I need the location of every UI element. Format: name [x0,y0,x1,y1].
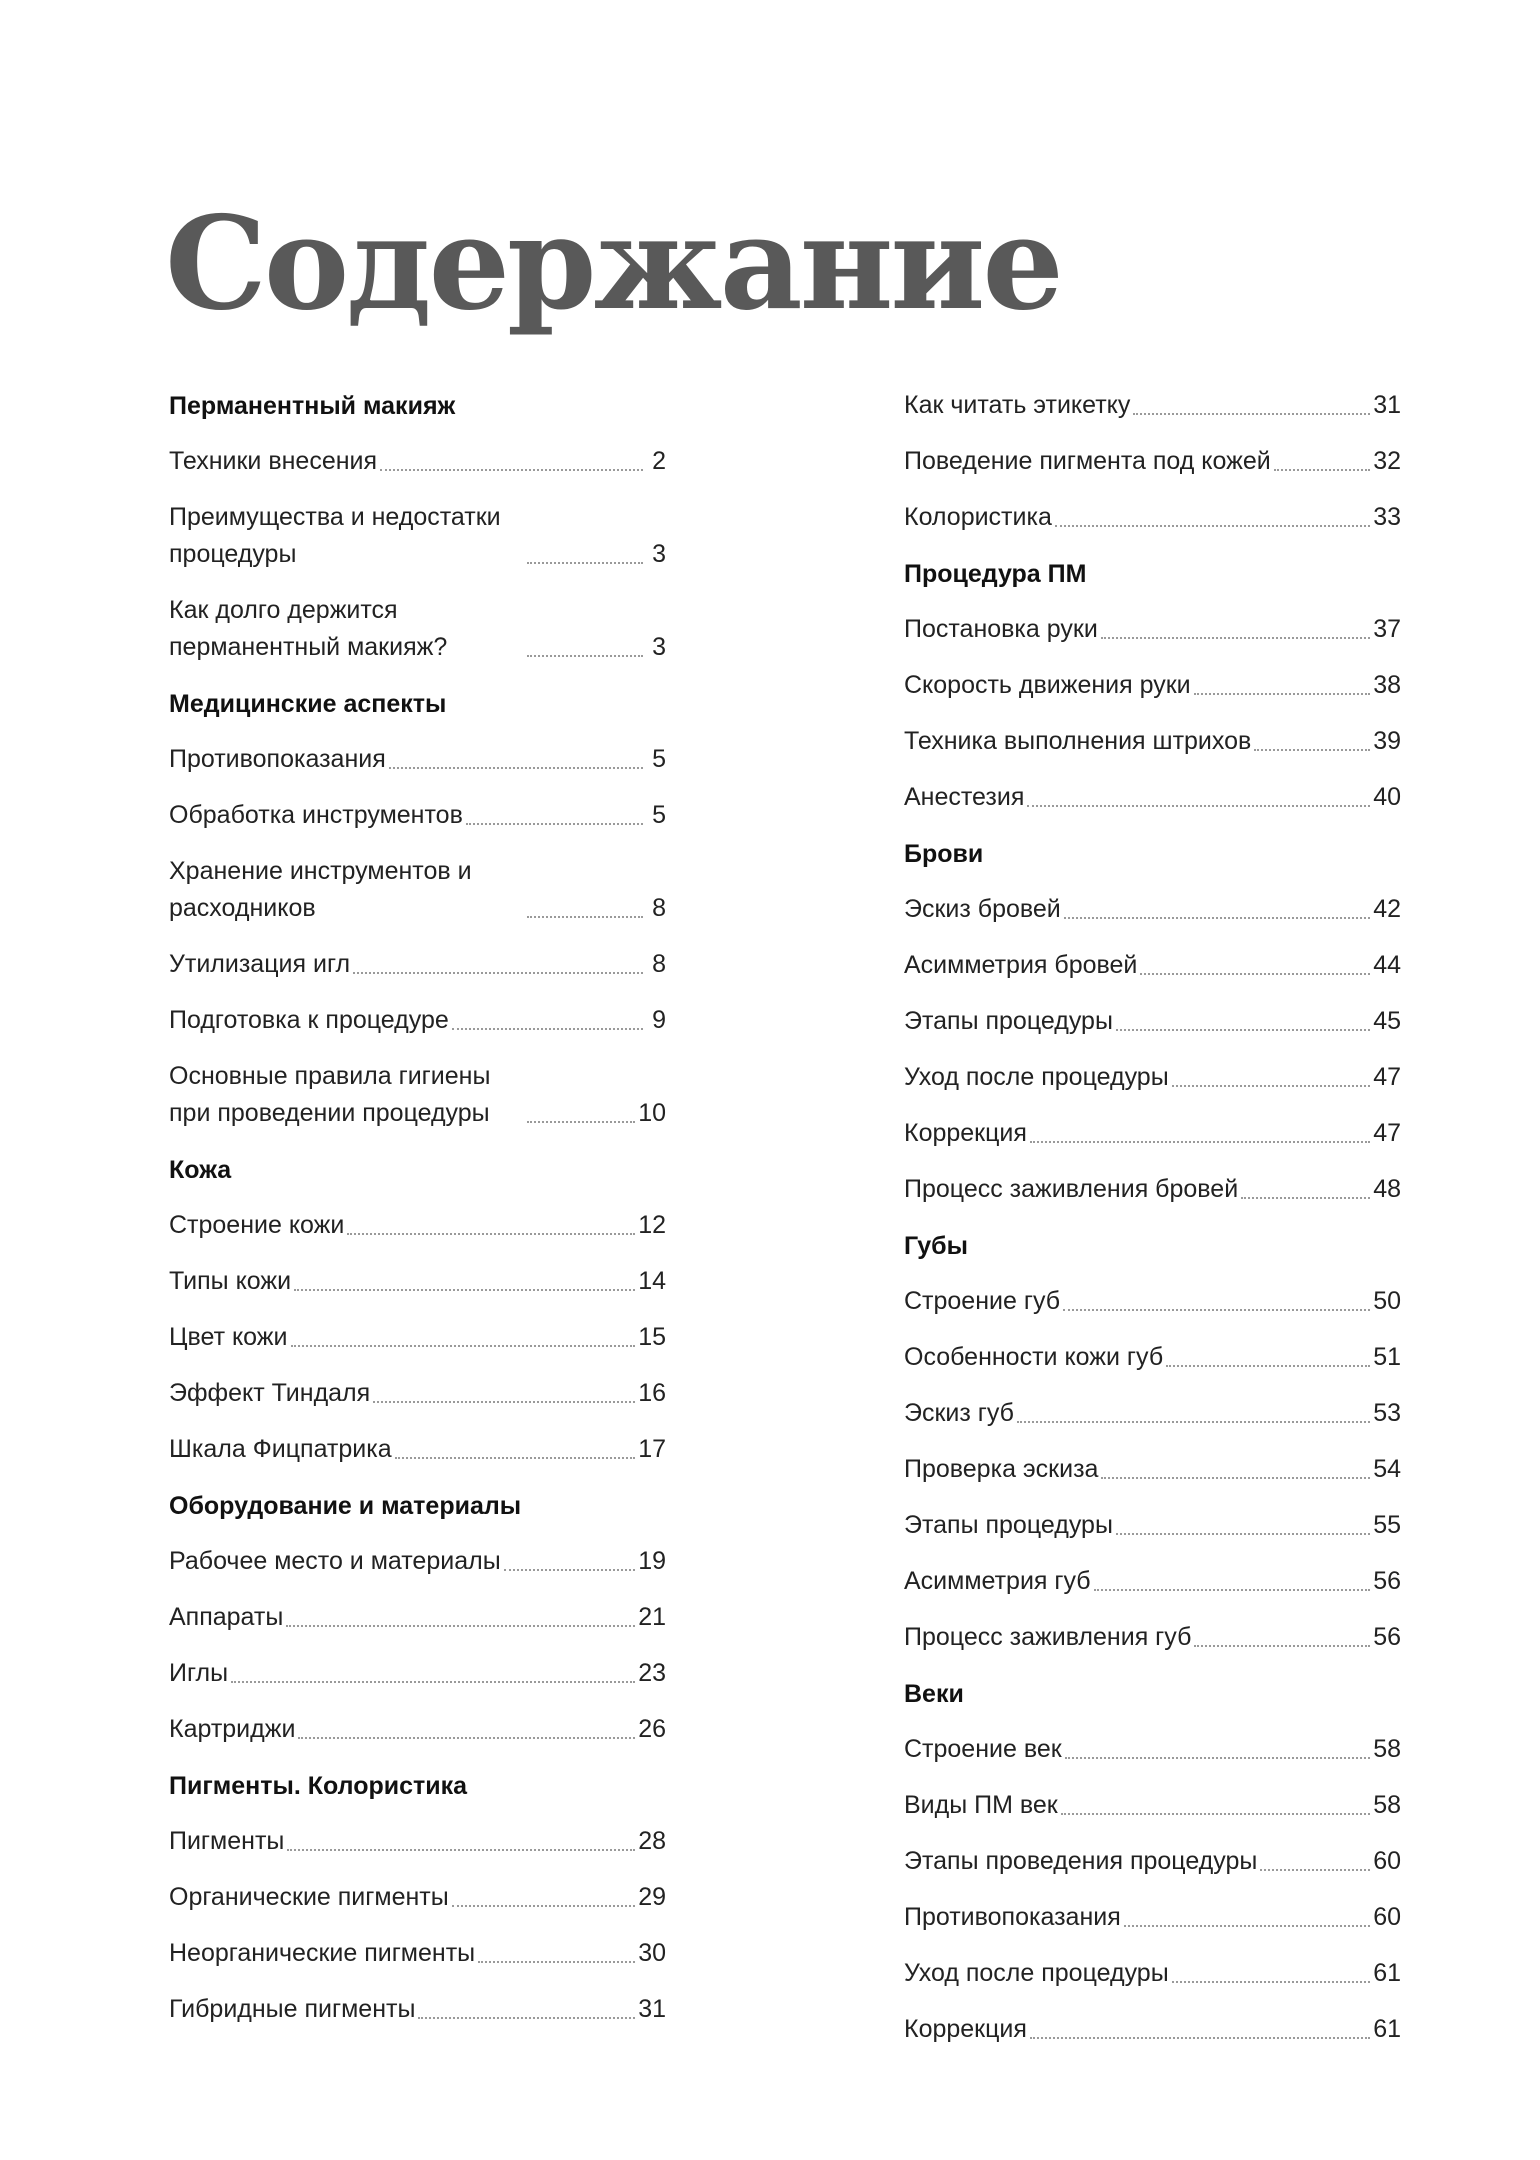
toc-entry-label: Аппараты [169,1603,284,1631]
toc-entry[interactable] [904,1274,1401,1330]
toc-page-number: 48 [1373,1175,1401,1203]
toc-entry[interactable] [904,770,1401,826]
toc-entry-label: Органические пигменты [169,1883,449,1911]
toc-entry-label: Картриджи [169,1715,296,1743]
toc-page-number: 23 [638,1659,666,1687]
toc-page-number: 9 [652,1006,666,1034]
toc-page-number: 12 [638,1211,666,1239]
dot-leader [298,1737,635,1739]
dot-leader [504,1569,636,1571]
toc-entry-label: Строение кожи [169,1211,345,1239]
toc-page-number: 15 [638,1323,666,1351]
toc-section-heading: Брови [904,840,984,868]
toc-page-number: 30 [638,1939,666,1967]
toc-page-number: 60 [1373,1903,1401,1931]
dot-leader [294,1289,635,1291]
toc-page-number: 21 [638,1603,666,1631]
toc-entry[interactable] [169,844,666,937]
dot-leader [452,1905,635,1907]
toc-entry-label: Гибридные пигменты [169,1995,416,2023]
toc-page-number: 37 [1373,615,1401,643]
toc-section-heading: Губы [904,1232,968,1260]
toc-page-number: 51 [1373,1343,1401,1371]
toc-entry[interactable] [169,1702,666,1758]
toc-section-heading: Оборудование и материалы [169,1492,522,1520]
dot-leader [1030,2037,1370,2039]
toc-page-number: 39 [1373,727,1401,755]
toc-entry[interactable] [904,1330,1401,1386]
dot-leader [1140,973,1370,975]
dot-leader [380,469,643,471]
toc-entry[interactable] [904,658,1401,714]
toc-entry[interactable] [169,583,666,676]
dot-leader [1260,1869,1370,1871]
toc-entry[interactable] [904,490,1401,546]
toc-page-number: 42 [1373,895,1401,923]
dot-leader [1065,1757,1371,1759]
toc-entry[interactable] [904,602,1401,658]
toc-page-number: 10 [638,1099,666,1127]
toc-entry[interactable] [169,1422,666,1478]
toc-entry[interactable] [904,434,1401,490]
toc-page-number: 44 [1373,951,1401,979]
dot-leader [1116,1533,1370,1535]
dot-leader [1101,1477,1370,1479]
toc-entry[interactable] [169,1310,666,1366]
toc-entry-label: Уход после процедуры [904,1959,1169,1987]
toc-section-heading: Пигменты. Колористика [169,1772,468,1800]
toc-entry[interactable] [904,378,1401,434]
toc-page-number: 31 [1373,391,1401,419]
toc-page-number: 40 [1373,783,1401,811]
dot-leader [1172,1085,1371,1087]
toc-entry[interactable] [904,1946,1401,2002]
toc-entry[interactable] [169,937,666,993]
toc-entry[interactable] [169,1590,666,1646]
dot-leader [478,1961,635,1963]
toc-page-number: 31 [638,1995,666,2023]
dot-leader [291,1345,636,1347]
dot-leader [389,767,643,769]
dot-leader [1030,1141,1370,1143]
toc-entry-label: Асимметрия губ [904,1567,1091,1595]
toc-entry-label: Уход после процедуры [904,1063,1169,1091]
toc-entry[interactable] [904,994,1401,1050]
dot-leader [1055,525,1370,527]
toc-entry-label: Техники внесения [169,447,378,475]
toc-entry-label: Неорганические пигменты [169,1939,476,1967]
toc-section-heading: Веки [904,1680,964,1708]
toc-entry-label: Противопоказания [904,1903,1121,1931]
toc-entry-label: Колористика [904,503,1052,531]
dot-leader [1166,1365,1370,1367]
toc-page-number: 2 [652,447,666,475]
toc-page-number: 54 [1373,1455,1401,1483]
toc-entry-label: Хранение инструментов и расходников [169,857,472,922]
toc-entry-label: Скорость движения руки [904,671,1191,699]
dot-leader [527,655,643,657]
toc-entry[interactable] [169,993,666,1049]
toc-entry[interactable] [904,1162,1401,1218]
toc-page-number: 26 [638,1715,666,1743]
toc-entry[interactable] [904,1554,1401,1610]
toc-entry-label: Проверка эскиза [904,1455,1099,1483]
dot-leader [395,1457,636,1459]
toc-page-number: 8 [652,894,666,922]
dot-leader [1064,917,1370,919]
dot-leader [353,972,643,974]
toc-entry[interactable] [904,1722,1401,1778]
toc-entry[interactable] [169,1926,666,1982]
toc-entry-label: Пигменты [169,1827,285,1855]
toc-entry-label: Шкала Фицпатрика [169,1435,392,1463]
dot-leader [527,916,643,918]
toc-entry[interactable] [904,1106,1401,1162]
toc-entry[interactable] [169,434,666,490]
toc-entry[interactable] [169,1982,666,2038]
toc-entry[interactable] [904,1050,1401,1106]
dot-leader [1274,469,1370,471]
toc-page-number: 53 [1373,1399,1401,1427]
toc-entry-label: Преимущества и недостатки процедуры [169,503,501,568]
toc-page-number: 56 [1373,1623,1401,1651]
toc-entry-label: Эскиз бровей [904,895,1061,923]
toc-page-number: 5 [652,801,666,829]
toc-entry-label: Техника выполнения штрихов [904,727,1252,755]
dot-leader [1017,1421,1370,1423]
toc-entry[interactable] [169,490,666,583]
dot-leader [452,1028,643,1030]
toc-section-heading: Процедура ПМ [904,560,1087,588]
toc-page-number: 16 [638,1379,666,1407]
toc-entry[interactable] [169,1870,666,1926]
toc-page-number: 5 [652,745,666,773]
dot-leader [1101,637,1370,639]
dot-leader [1027,805,1370,807]
dot-leader [1194,1645,1370,1647]
toc-entry-label: Коррекция [904,1119,1027,1147]
dot-leader [287,1849,635,1851]
toc-entry[interactable] [169,1254,666,1310]
toc-section-heading: Медицинские аспекты [169,690,447,718]
toc-entry[interactable] [904,1442,1401,1498]
toc-section-heading: Перманентный макияж [169,392,456,420]
toc-page-number: 38 [1373,671,1401,699]
toc-page-number: 61 [1373,1959,1401,1987]
toc-entry-label: Процесс заживления бровей [904,1175,1239,1203]
dot-leader [1124,1925,1370,1927]
toc-entry-label: Иглы [169,1659,229,1687]
toc-entry[interactable] [904,938,1401,994]
toc-page-number: 58 [1373,1791,1401,1819]
toc-page-number: 55 [1373,1511,1401,1539]
toc-entry-label: Процесс заживления губ [904,1623,1192,1651]
toc-entry-label: Постановка руки [904,615,1098,643]
dot-leader [1063,1309,1370,1311]
dot-leader [1241,1197,1370,1199]
toc-entry-label: Этапы проведения процедуры [904,1847,1258,1875]
toc-entry-label: Строение губ [904,1287,1061,1315]
dot-leader [527,562,643,564]
toc-entry[interactable] [904,882,1401,938]
toc-entry[interactable] [169,1049,666,1142]
toc-entry-label: Как читать этикетку [904,391,1131,419]
toc-column-right [904,378,1401,2058]
dot-leader [527,1121,635,1123]
toc-entry-label: Рабочее место и материалы [169,1547,501,1575]
toc-page-number: 58 [1373,1735,1401,1763]
toc-page-number: 33 [1373,503,1401,531]
dot-leader [1061,1813,1370,1815]
toc-page-number: 32 [1373,447,1401,475]
toc-page-number: 50 [1373,1287,1401,1315]
dot-leader [1133,413,1370,415]
dot-leader [373,1401,635,1403]
toc-entry-label: Основные правила гигиены при проведении процедуры [169,1062,491,1127]
toc-page-number: 60 [1373,1847,1401,1875]
toc-page-number: 28 [638,1827,666,1855]
toc-entry-label: Эскиз губ [904,1399,1014,1427]
toc-entry-label: Анестезия [904,783,1025,811]
toc-entry-label: Коррекция [904,2015,1027,2043]
toc-entry-label: Асимметрия бровей [904,951,1138,979]
toc-page-number: 29 [638,1883,666,1911]
toc-page-number: 47 [1373,1119,1401,1147]
toc-entry-label: Поведение пигмента под кожей [904,447,1271,475]
toc-entry-label: Утилизация игл [169,950,351,978]
toc-entry-label: Этапы процедуры [904,1007,1113,1035]
toc-entry-label: Этапы процедуры [904,1511,1113,1539]
toc-page-number: 45 [1373,1007,1401,1035]
toc-entry[interactable] [169,1814,666,1870]
dot-leader [231,1681,635,1683]
toc-page-number: 8 [652,950,666,978]
toc-entry-label: Особенности кожи губ [904,1343,1164,1371]
toc-entry-label: Цвет кожи [169,1323,288,1351]
toc-entry[interactable] [904,1834,1401,1890]
dot-leader [418,2017,635,2019]
toc-page-number: 17 [638,1435,666,1463]
toc-entry[interactable] [169,1534,666,1590]
dot-leader [466,823,643,825]
toc-entry[interactable] [904,1386,1401,1442]
toc-entry[interactable] [169,1198,666,1254]
toc-entry[interactable] [904,1890,1401,1946]
toc-entry[interactable] [169,788,666,844]
toc-page-number: 19 [638,1547,666,1575]
toc-entry[interactable] [904,2002,1401,2058]
toc-entry[interactable] [904,714,1401,770]
toc-page-number: 3 [652,540,666,568]
page-title: Содержание [165,189,1061,339]
toc-page-number: 14 [638,1267,666,1295]
toc-entry[interactable] [169,1646,666,1702]
dot-leader [1094,1589,1371,1591]
toc-entry[interactable] [169,732,666,788]
toc-page-number: 56 [1373,1567,1401,1595]
toc-column-left [169,378,666,2038]
toc-entry-label: Виды ПМ век [904,1791,1058,1819]
toc-entry-label: Типы кожи [169,1267,292,1295]
dot-leader [1254,749,1370,751]
toc-entry[interactable] [169,1366,666,1422]
toc-section-heading: Кожа [169,1156,232,1184]
dot-leader [347,1233,635,1235]
toc-entry-label: Эффект Тиндаля [169,1379,371,1407]
toc-entry-label: Обработка инструментов [169,801,463,829]
toc-entry[interactable] [904,1610,1401,1666]
toc-entry-label: Противопоказания [169,745,386,773]
toc-entry-label: Как долго держится перманентный макияж? [169,596,448,661]
toc-entry-label: Подготовка к процедуре [169,1006,449,1034]
toc-entry[interactable] [904,1498,1401,1554]
toc-entry[interactable] [904,1778,1401,1834]
dot-leader [1194,693,1371,695]
toc-entry-label: Строение век [904,1735,1062,1763]
dot-leader [1172,1981,1371,1983]
toc-page-number: 61 [1373,2015,1401,2043]
toc-page-number: 47 [1373,1063,1401,1091]
toc-page-number: 3 [652,633,666,661]
dot-leader [286,1625,635,1627]
dot-leader [1116,1029,1370,1031]
